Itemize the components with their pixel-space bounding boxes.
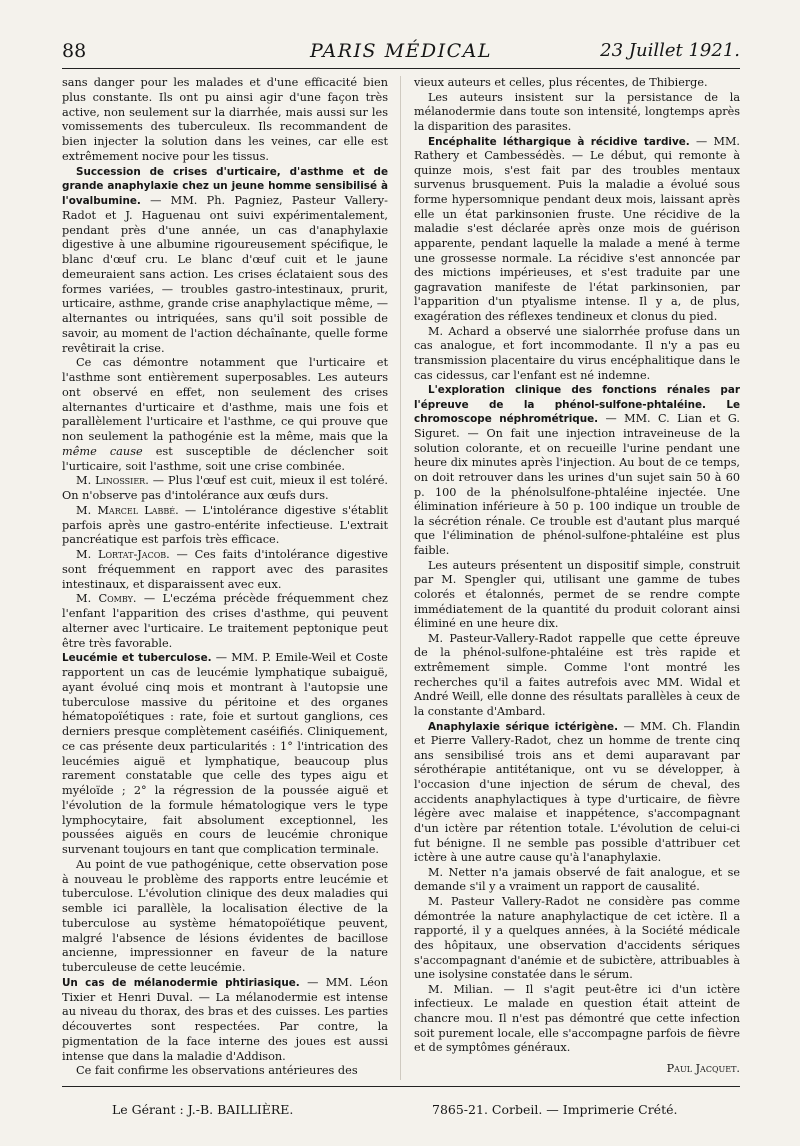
paragraph-text: — MM. Rathery et Cambessédès. — Le début, qui remonte à quinze mois, s'est fait par des troubles mentaux survenus brusquement. Puis la maladie a évolué sous forme hypersomnique pendant deux mois, laissant après elle un état parkinsonien fruste. Une récidive de la maladie s'est déclarée après onze mois de guérison apparente, pendant laquelle la malade a mené à terme une grossesse normale. La récidive s'est annoncée par des mictions impérieuses, et s'est traduite par une gagravation manifeste de l'état parkinsonien, par l'apparition d'un ptyalisme intense. Il y a, de plus, exagération des réflexes tendineux et clonus du pied. bbox=[414, 134, 740, 323]
paragraph-text: — Plus l'œuf est cuit, mieux il est toléré. On n'observe pas d'intolérance aux œufs durs. bbox=[62, 474, 388, 502]
paragraph-text: — MM. P. Emile-Weil et Coste rapportent un cas de leucémie lymphatique subaiguë, ayant évolué cinq mois et montrant à l'autopsie une tuberculose massive du péritoine et des organes hématopoïétiques : rate, foie et surtout ganglions, ces derniers presque complètement caséifiés. Cliniquement, ce cas présente deux particularités : 1° l'intrication des leucémies aiguë et lymphatique, beaucoup plus rarement constatable que celle des types aigu et myéloïde ; 2° la régression de la poussée aiguë et l'évolution de la formule hématologique vers le type lymphocytaire, fait absolument exceptionnel, les poussées aiguës en cours de leucémie chronique survenant toujours en tant que complication terminale. bbox=[62, 651, 388, 856]
column-divider bbox=[400, 76, 401, 1080]
paragraph-text: — Ces faits d'intolérance digestive sont fréquemment en rapport avec des parasites intestinaux, et disparaissent avec eux. bbox=[62, 548, 388, 591]
journal-title: PARIS MÉDICAL bbox=[309, 40, 493, 62]
paragraph bbox=[62, 548, 388, 592]
paragraph-text: — L'eczéma précède fréquemment chez l'enfant l'apparition des crises d'asthme, qui peuvent alterner avec l'urticaire. Le traitement peptonique peut être très favorable. bbox=[62, 592, 388, 650]
footer-printer: 7865-21. Corbeil. — Imprimerie Crété. bbox=[432, 1102, 678, 1117]
left-column bbox=[62, 76, 388, 1079]
paragraph bbox=[62, 976, 388, 1065]
paragraph: M. Pasteur Vallery-Radot ne considère pas comme démontrée la nature anaphylactique de cet ictère. Il a rapporté, il y a quelques années, à la Société médicale des hôpitaux, une observation d'accidents sériques s'accompagnant d'anémie et de subictère, attribuables à une isolysine constatée dans le sérum. bbox=[414, 895, 740, 982]
footer-rule bbox=[62, 1086, 740, 1087]
paragraph bbox=[62, 356, 388, 474]
speaker-name: M. Comby. bbox=[76, 592, 137, 606]
section-heading: Leucémie et tuberculose. bbox=[62, 652, 212, 665]
section-heading: Encéphalite léthargique à récidive tardive. bbox=[428, 135, 690, 148]
speaker-name: M. Marcel Labbé. bbox=[76, 503, 179, 517]
paragraph: M. Achard a observé une sialorrhée profuse dans un cas analogue, et fort incommodante. Il n'y a pas eu transmission placentaire du virus encéphalitique dans le cas cidessus, car l'enfant est né indemne. bbox=[414, 324, 740, 382]
paragraph-text: est susceptible de déclencher soit l'urticaire, soit l'asthme, soit une crise combinée. bbox=[62, 444, 388, 473]
paragraph: Les auteurs insistent sur la persistance de la mélanodermie dans toute son intensité, longtemps après la disparition des parasites. bbox=[414, 90, 740, 133]
speaker-name: M. Lortat-Jacob. bbox=[76, 548, 170, 561]
paragraph-text: — MM. C. Lian et G. Siguret. — On fait une injection intraveineuse de la solution colorante, et on recueille l'urine pendant une heure dix minutes après l'injection. Au bout de ce temps, on doit retrouver dans les urines d'un sujet sain 50 à 60 p. 100 de la phénolsulfone-phtaléine injectée. Une élimination inférieure à 50 p. 100 indique un trouble de la sécrétion rénale. Ce trouble est d'autant plus marqué que l'élimination de phénol-sulfone-phtaléine est plus faible. bbox=[414, 412, 740, 557]
paragraph: Ce fait confirme les observations antérieures des bbox=[76, 1064, 358, 1078]
paragraph bbox=[62, 651, 388, 858]
section-heading: L'exploration clinique des fonctions rénales par l'épreuve de la phénol-sulfone-phtaléine. Le chromoscope néphrométrique. bbox=[414, 384, 740, 426]
page-number: 88 bbox=[62, 40, 87, 62]
header-rule bbox=[62, 68, 740, 69]
paragraph bbox=[414, 720, 740, 866]
paragraph: M. Netter n'a jamais observé de fait analogue, et se demande s'il y a vraiment un rapport de causalité. bbox=[414, 865, 740, 894]
paragraph-text: — MM. Léon Tixier et Henri Duval. — La mélanodermie est intense au niveau du thorax, des bras et des cuisses. Les parties découvertes sont respectées. Par contre, la pigmentation de la face interne des joues est aussi intense que dans la maladie d'Addison. bbox=[62, 975, 389, 1063]
paragraph: Au point de vue pathogénique, cette observation pose à nouveau le problème des rapports entre leucémie et tuberculose. L'évolution clinique des deux maladies qui semble ici parallèle, la localisation élective de la tuberculose au système hématopoïétique peuvent, malgré l'absence de lésions évidentes de bacillose ancienne, impressionner en faveur de la nature tuberculeuse de cette leucémie. bbox=[62, 857, 388, 974]
paragraph: Les auteurs présentent un dispositif simple, construit par M. Spengler qui, utilisant une gamme de tubes colorés et étalonnés, permet de se rendre compte immédiatement de la quantité du produit colorant ainsi éliminé en une heure dix. bbox=[414, 558, 740, 631]
section-heading: Succession de crises d'urticaire, d'asthme et de grande anaphylaxie chez un jeune homme sensibilisé à l'ovalbumine. bbox=[62, 165, 388, 207]
section-heading: Anaphylaxie sérique ictérigène. bbox=[428, 720, 619, 733]
issue-date: 23 Juillet 1921. bbox=[600, 40, 740, 61]
paragraph-text: — MM. Ph. Pagniez, Pasteur Vallery-Radot et J. Haguenau ont suivi expérimentalement, pendant près d'une année, un cas d'anaphylaxie digestive à une albumine rigoureusement spécifique, le blanc d'œuf cru. Le blanc d'œuf cuit et le jaune demeuraient sans action. Les crises éclataient sous des formes variées, — troubles gastro-intestinaux, prurit, urticaire, asthme, grande crise anaphylactique même, — alternantes ou intriquées, sans qu'il soit possible de savoir, au moment de l'action déchaînante, quelle forme revêtirait la crise. bbox=[62, 194, 388, 355]
paragraph bbox=[62, 474, 388, 504]
paragraph: vieux auteurs et celles, plus récentes, de Thibierge. bbox=[414, 76, 708, 89]
paragraph bbox=[62, 165, 388, 357]
paragraph-text: — L'intolérance digestive s'établit parfois après une gastro-entérite infectieuse. L'extrait pancréatique est parfois très efficace. bbox=[62, 503, 388, 547]
author-signature: Paul Jacquet. bbox=[666, 1061, 740, 1075]
page-header bbox=[62, 40, 740, 66]
emphasis: même cause bbox=[62, 444, 143, 458]
paragraph-text: — MM. Ch. Flandin et Pierre Vallery-Radot, chez un homme de trente cinq ans sensibilisé trois ans et demi auparavant par sérothérapie antitétanique, ont vu se développer, à l'occasion d'une injection de sérum de cheval, des accidents anaphylactiques à type d'urticaire, de fièvre légère avec malaise et inappétence, s'accompagnant d'un ictère par rétention totale. L'évolution de celui-ci fut bénigne. Il ne semble pas possible d'attribuer cet ictère à une autre cause qu'à l'anaphylaxie. bbox=[414, 719, 740, 865]
paragraph: M. Milian. — Il s'agit peut-être ici d'un ictère infectieux. Le malade en question était atteint de chancre mou. Il n'est pas démontré que cette infection soit purement locale, elle s'accompagne parfois de fièvre et de symptômes généraux. bbox=[414, 982, 740, 1055]
speaker-name: M. Linossier. bbox=[76, 474, 149, 488]
paragraph-text: Ce cas démontre notamment que l'urticaire et l'asthme sont entièrement superposables. Les auteurs ont observé en effet, non seulement des crises alternantes d'urticaire et d'asthme, mais une fois et parallèlement l'urticaire et l'asthme, ce qui prouve que non seulement la pathogénie est la même, mais que la bbox=[62, 356, 388, 443]
paragraph bbox=[62, 592, 388, 651]
footer-publisher: Le Gérant : J.-B. BAILLIÈRE. bbox=[112, 1102, 294, 1117]
paragraph: M. Pasteur-Vallery-Radot rappelle que cette épreuve de la phénol-sulfone-phtaléine est très rapide et extrêmement simple. Comme l'ont montré les recherches qu'il a faites autrefois avec MM. Widal et André Weill, elle donne des résultats parallèles à ceux de la constante d'Ambard. bbox=[414, 631, 740, 718]
section-heading: Un cas de mélanodermie phtiriasique. bbox=[62, 976, 300, 989]
paragraph: sans danger pour les malades et d'une efficacité bien plus constante. Ils ont pu ainsi agir d'une façon très active, non seulement sur la diarrhée, mais aussi sur les vomissements des tuberculeux. Ils recommandent de bien injecter la solution dans les veines, car elle est extrêmement nocive pour les tissus. bbox=[62, 76, 388, 163]
paragraph bbox=[62, 504, 388, 548]
right-column bbox=[414, 76, 740, 1077]
paragraph bbox=[414, 135, 740, 325]
paragraph bbox=[414, 383, 740, 559]
